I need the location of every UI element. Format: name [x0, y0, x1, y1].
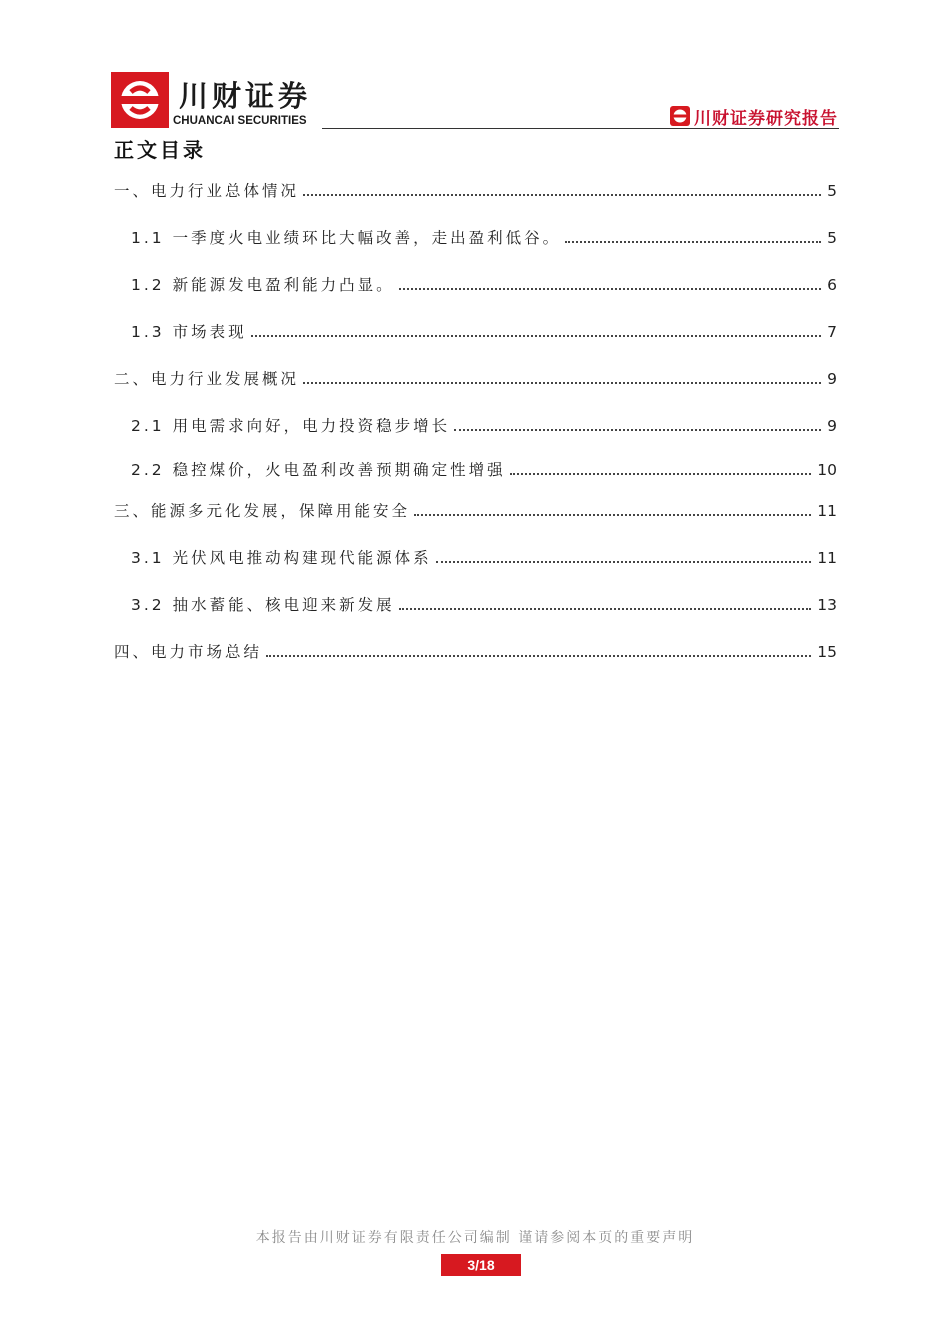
toc-entry-page: 9: [827, 370, 837, 388]
toc-entry-label: 三、能源多元化发展，保障用能安全: [114, 502, 411, 520]
toc-entry-page: 13: [817, 596, 837, 614]
toc-entry-label: 3.2 抽水蓄能、核电迎来新发展: [131, 596, 395, 614]
chuancai-logo-icon: [111, 72, 169, 128]
toc-title: 正文目录: [114, 138, 206, 162]
toc-entry[interactable]: [131, 546, 837, 570]
toc-entry[interactable]: [114, 367, 837, 391]
toc-entry-page: 11: [817, 502, 837, 520]
toc-entry-page: 10: [817, 461, 837, 479]
toc-entry-page: 6: [827, 276, 837, 294]
toc-entry-label: 一、电力行业总体情况: [114, 182, 300, 200]
toc-leader-dots: [303, 193, 821, 196]
header-divider: [322, 128, 839, 129]
toc-entry-page: 11: [817, 549, 837, 567]
chuancai-small-logo-icon: [670, 106, 690, 126]
toc-entry-page: 5: [827, 182, 837, 200]
toc-leader-dots: [436, 560, 812, 563]
report-tag-text: 川财证券研究报告: [694, 108, 838, 129]
toc-entry-label: 1.1 一季度火电业绩环比大幅改善，走出盈利低谷。: [131, 229, 562, 247]
toc-leader-dots: [399, 287, 822, 290]
page-number-badge: 3/18: [441, 1254, 521, 1276]
toc-entry[interactable]: [131, 273, 837, 297]
toc-leader-dots: [303, 381, 821, 384]
toc-leader-dots: [414, 513, 811, 516]
toc-leader-dots: [266, 654, 811, 657]
toc-leader-dots: [454, 428, 821, 431]
toc-entry[interactable]: [131, 414, 837, 438]
toc-leader-dots: [399, 607, 812, 610]
toc-entry[interactable]: [131, 593, 837, 617]
toc-entry-page: 5: [827, 229, 837, 247]
toc-entry-label: 二、电力行业发展概况: [114, 370, 300, 388]
toc-entry-label: 1.2 新能源发电盈利能力凸显。: [131, 276, 395, 294]
toc-leader-dots: [565, 240, 821, 243]
toc-entry-label: 3.1 光伏风电推动构建现代能源体系: [131, 549, 432, 567]
header-logo: [111, 72, 311, 134]
report-tag: [670, 104, 838, 128]
toc-entry[interactable]: [131, 320, 837, 344]
toc-entry-label: 1.3 市场表现: [131, 323, 247, 341]
toc-entry-page: 9: [827, 417, 837, 435]
toc-entry[interactable]: [114, 179, 837, 203]
toc-leader-dots: [251, 334, 822, 337]
toc-entry-page: 15: [817, 643, 837, 661]
brand-name-cn: 川财证券: [179, 79, 312, 113]
toc-entry[interactable]: [131, 458, 837, 482]
toc-entry-label: 2.2 稳控煤价，火电盈利改善预期确定性增强: [131, 461, 506, 479]
brand-name-en: CHUANCAI SECURITIES: [173, 115, 307, 127]
toc-leader-dots: [510, 472, 812, 475]
toc-entry[interactable]: [114, 499, 837, 523]
footer-disclaimer: 本报告由川财证券有限责任公司编制 谨请参阅本页的重要声明: [255, 1230, 695, 1246]
toc-entry-label: 2.1 用电需求向好，电力投资稳步增长: [131, 417, 451, 435]
toc-entry[interactable]: [131, 226, 837, 250]
toc-entry-page: 7: [827, 323, 837, 341]
toc-entry[interactable]: [114, 640, 837, 664]
toc-entry-label: 四、电力市场总结: [114, 643, 263, 661]
